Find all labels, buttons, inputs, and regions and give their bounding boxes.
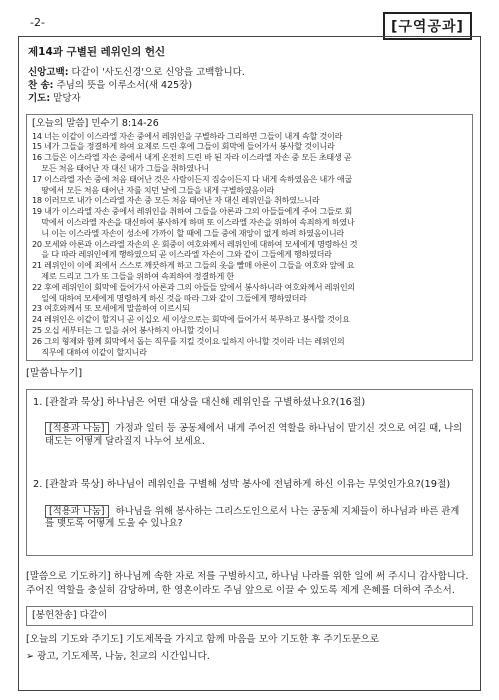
hymn-text: 주님의 뜻을 이루소서(새 425장) (53, 80, 193, 91)
section-tag: [구역공과] (383, 12, 472, 40)
verse-line: 18 이러므로 내가 이스라엘 자손 중 모든 처음 태어난 자 대신 레위인을 취하였느니라 (32, 195, 320, 206)
announcements: ➢ 광고, 기도제목, 나눔, 친교의 시간입니다. (26, 651, 210, 663)
verse-list (32, 131, 467, 358)
scripture-reading-box (26, 114, 473, 362)
verse-line: 25 오십 세부터는 그 일을 쉬어 봉사하지 아니할 것이니 (32, 324, 220, 335)
prayer-row (28, 93, 471, 105)
verse-line: 을 다 따라 레위인에게 행하였으되 곧 이스라엘 자손이 그와 같이 그들에게 행하였더라 (32, 249, 332, 260)
verse-line: 니 이는 이스라엘 자손이 성소에 가까이 할 때에 그들 중에 재앙이 없게 하려 하였음이니라 (32, 227, 344, 238)
verse-line: 20 모세와 아론과 이스라엘 자손의 온 회중이 여호와께서 레위인에 대하여 모세에게 명령하신 것 (32, 238, 358, 249)
confession-row (28, 67, 471, 79)
application-1 (45, 423, 466, 448)
prayer-text: 맡당자 (50, 92, 81, 104)
application-2 (45, 506, 466, 531)
discussion-box (26, 389, 473, 556)
answer-space-3 (33, 492, 466, 502)
verse-line: 23 여호와께서 또 모세에게 말씀하여 이르시되 (32, 303, 190, 314)
verse-line: 직무에 대하여 이같이 할지니라 (32, 346, 147, 357)
confession-label: 신앙고백: (28, 67, 69, 79)
question-2: 2. [관찰과 묵상] 하나님이 레위인을 구별해 성막 봉사에 전념하게 하신 이유는 무엇인가요?(19절) (33, 479, 451, 491)
reading-heading: [오늘의 말씀] 민수기 8:14-26 (32, 117, 159, 129)
application-text-1: 가정과 일터 등 공동체에서 내게 주어진 역할을 하나님이 맡기신 것으로 여길 때, 나의 태도는 어떻게 달라질지 나누어 보세요. (45, 423, 463, 447)
verse-line: 제로 드리고 그가 또 그들을 위하여 속죄하여 정결하게 한 (32, 270, 234, 281)
page-number: -2- (30, 16, 45, 29)
answer-space-4 (33, 531, 466, 551)
hymn-label: 찬 송: (28, 80, 54, 91)
application-tag-1: [적용과 나눔] (45, 422, 109, 435)
verse-line: 막에서 이스라엘 자손을 대신하여 봉사하게 하며 또 이스라엘 자손을 위하여 속죄하게 하였나 (32, 217, 355, 227)
confession-text: 다같이 '사도신경'으로 신앙을 고백합니다. (68, 67, 245, 79)
prayer-label: 기도: (28, 92, 51, 104)
verse-line: 26 그의 형제와 함께 회막에서 돕는 직무를 지킬 것이요 일하지 아니할 것이라 너는 레위인의 (32, 335, 345, 346)
verse-line: 24 레위인은 이같이 할지니 곧 이십오 세 이상으로는 회막에 들어가서 복무하고 봉사할 것이요 (32, 314, 350, 325)
answer-space-2 (33, 448, 466, 476)
closing-prayer: [말씀으로 기도하기] 하나님께 속한 자로 저를 구별하시고, 하나님 나라를 위한 일에 써 주시니 감사합니다. 주어진 역할을 충실히 감당하며, 한 영혼이라도 주님 앞으로 이끌 수 있도록 제게 은혜를 더하여 주소서. (26, 571, 469, 596)
verse-line: 21 레위인이 이에 죄에서 스스로 깨끗하게 하고 그들의 옷을 빨매 아론이 그들을 여호와 앞에 요 (32, 260, 355, 271)
hymn-row (28, 80, 471, 92)
verse-line: 일에 대하여 모세에게 명령하게 하신 것을 따라 그와 같이 그들에게 행하였더라 (32, 292, 307, 303)
verse-line: 22 후에 레위인이 회막에 들어가서 아론과 그의 아들들 앞에서 봉사하니라 여호와께서 레위인의 (32, 281, 355, 292)
verse-line: 모든 처음 태어난 자 대신 내가 그들을 취하였나니 (32, 163, 209, 174)
offering-hymn: [봉헌찬송] 다같이 (26, 606, 473, 626)
lesson-title: 제14과 구별된 레위인의 헌신 (28, 46, 166, 58)
question-1: 1. [관찰과 묵상] 하나님은 어떤 대상을 대신해 레위인을 구별하셨나요?(16절) (33, 396, 366, 408)
verse-line: 15 네가 그들을 정결하게 하여 요제로 드린 후에 그들이 회막에 들어가서 봉사할 것이니라 (32, 141, 335, 152)
verse-line: 땅에서 모든 처음 태어난 자를 치던 날에 그들을 내게 구별하였음이라 (32, 184, 275, 195)
lesson-content (26, 44, 473, 665)
application-tag-2: [적용과 나눔] (45, 505, 109, 518)
verse-line: 16 그들은 이스라엘 자손 중에서 내게 온전히 드린 바 된 자라 이스라엘 자손 중 모든 초태생 곧 (32, 152, 352, 163)
application-text-2: 하나님을 위해 봉사하는 그리스도인으로서 나는 공동체 지체들이 하나님과 바른 관계를 맺도록 어떻게 도울 수 있나요? (45, 505, 460, 530)
verse-line: 19 내가 이스라엘 자손 중에서 레위인을 취하여 그들을 아론과 그의 아들들에게 주어 그들로 회 (32, 206, 353, 217)
verse-line: 17 이스라엘 자손 중에 처음 태어난 것은 사람이든지 짐승이든지 다 내게 속하였음은 내가 애굽 (32, 173, 353, 184)
verse-line: 14 너는 이같이 이스라엘 자손 중에서 레위인을 구별하라 그리하면 그들이 내게 속할 것이라 (32, 130, 343, 141)
prayer-topics: [오늘의 기도와 주기도] 기도제목을 가지고 함께 마음을 모아 기도한 후 주기도문으로 (26, 633, 380, 645)
answer-space-1 (33, 409, 466, 419)
discussion-heading: [말씀나누기] (26, 368, 83, 380)
